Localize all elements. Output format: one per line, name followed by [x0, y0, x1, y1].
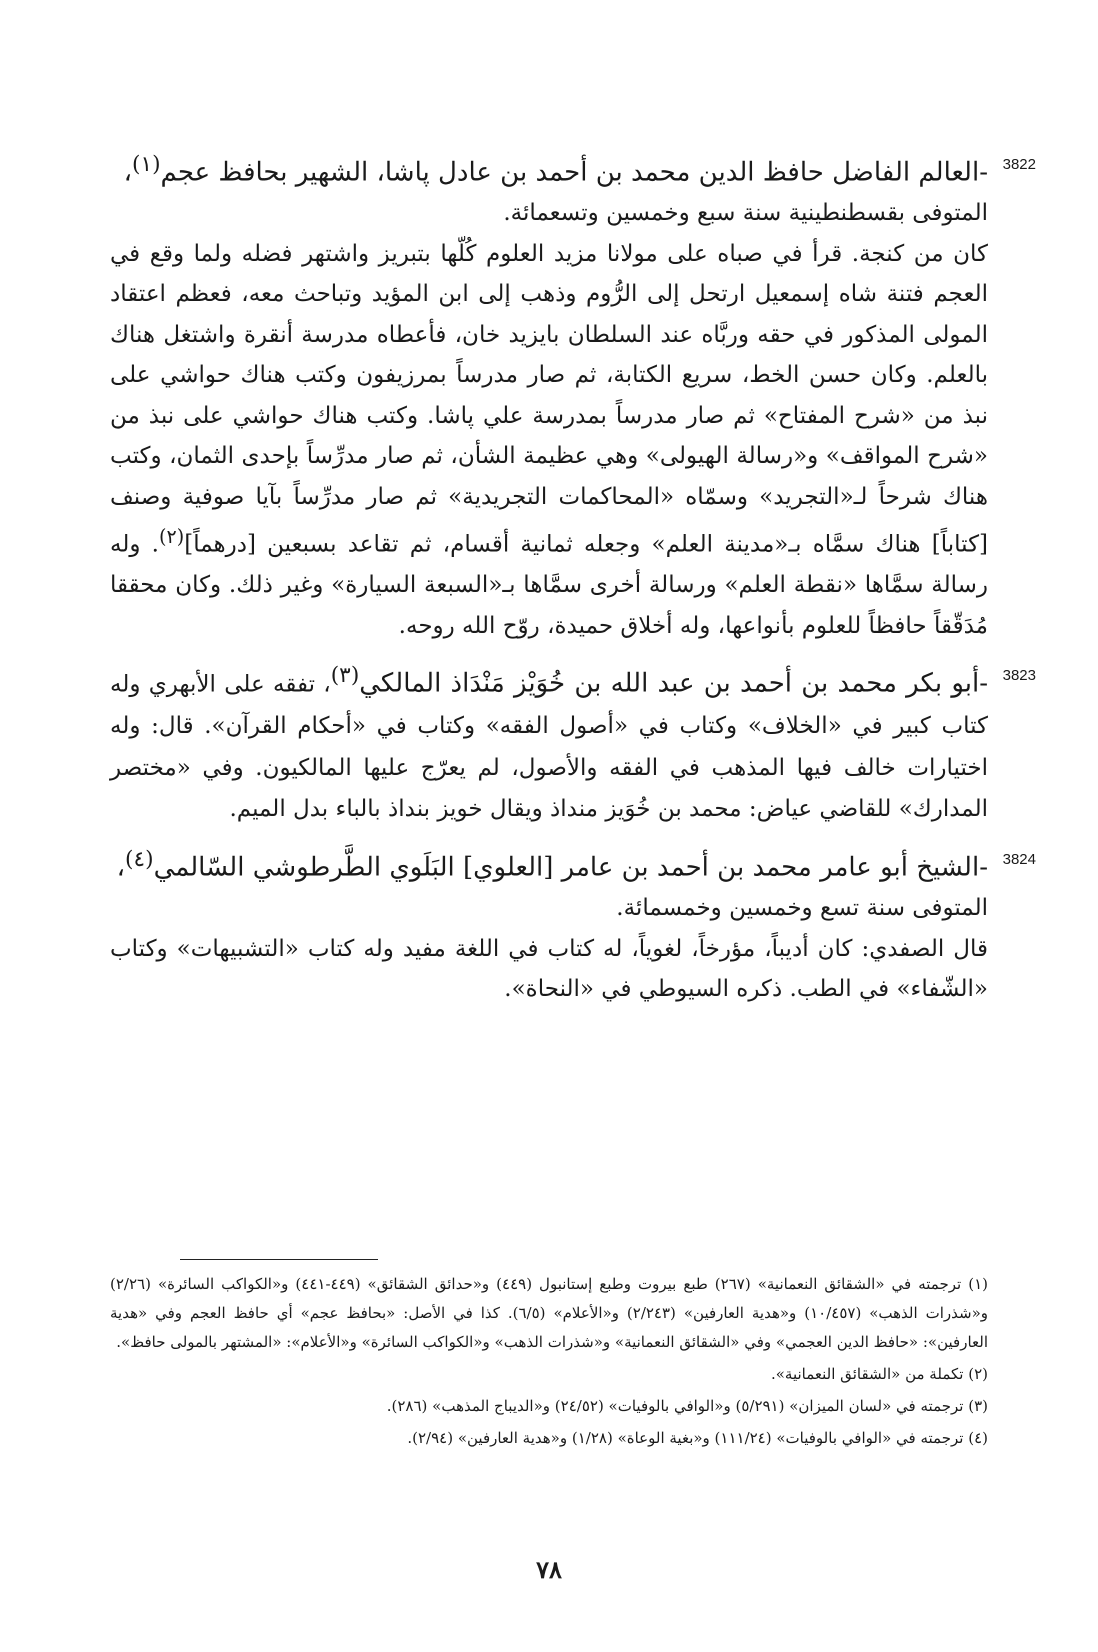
footnote-4: (٤) ترجمته في «الوافي بالوفيات» (١١١/٢٤) و«بغية الوعاة» (١/٢٨) و«هدية العارفين» (٢/٩٤). [407, 1429, 988, 1447]
entry-title: -العالم الفاضل حافظ الدين محمد بن أحمد بن عادل پاشا، الشهير بحافظ عجم [160, 157, 988, 188]
entry-body: قال الصفدي: كان أديباً، مؤرخاً، لغوياً، له كتاب في اللغة مفيد وله كتاب «التشبيهات» وكتاب «الشّفاء» في الطب. ذكره السيوطي في «النحاة». [110, 935, 988, 1003]
entry-body [110, 234, 988, 647]
entry-death-line: المتوفى بقسطنطينية سنة سبع وخمسين وتسعمائة. [503, 200, 988, 227]
footnote-divider [180, 1259, 378, 1260]
footnotes [110, 1270, 988, 1456]
footnote-ref[interactable]: (٤) [125, 846, 154, 872]
entry-title: -أبو بكر محمد بن أحمد بن عبد الله بن خُوَيْز مَنْدَاذ المالكي [359, 668, 988, 699]
main-text [110, 145, 1036, 1020]
entry-body-tail: . وله رسالة سمَّاها «نقطة العلم» ورسالة أخرى سمَّاها بـ«السبعة السيارة» وغير ذلك. وكان محققا مُدَقّقاً حافظاً للعلوم بأنواعها، وله أخلاق حميدة، روّح الله روحه. [110, 531, 988, 639]
footnote-2: (٢) تكملة من «الشقائق النعمانية». [770, 1365, 988, 1383]
footnote-1: (١) ترجمته في «الشقائق النعمانية» (٢٦٧) طبع بيروت وطبع إستانبول (٤٤٩) و«حدائق الشقائق» (٤٤٩-٤٤١) و«الكواكب السائرة» (٢/٢٦) و«شذرات الذهب» (١٠/٤٥٧) و«هدية العارفين» (٢/٢٤٣) و«الأعلام» (٦/٥). كذا في الأصل: «بحافظ عجم» أي حافظ العجم وفي «هدية العارفين»: «حافظ الدين العجمي» وفي «الشقائق النعمانية» و«شذرات الذهب» و«الكواكب السائرة» و«الأعلام»: «المشتهر بالمولى حافظ». [110, 1275, 988, 1351]
entry-heading [110, 840, 1036, 888]
page-number: ٧٨ [536, 1555, 562, 1584]
entry-3822 [110, 145, 1036, 646]
footnote-ref[interactable]: (١) [131, 152, 161, 177]
entry-death-line: المتوفى سنة تسع وخمسين وخمسمائة. [616, 895, 988, 922]
entry-title-tail: ، [116, 852, 126, 883]
entry-number: 3822 [1002, 156, 1036, 173]
entry-body-text: كان من كنجة. قرأ في صباه على مولانا مزيد العلوم كُلّها بتبريز واشتهر فضله ولما وقع في العجم فتنة شاه إسمعيل ارتحل إلى الرُّوم وذهب إلى ابن المؤيد وتباحث معه، فعظم اعتقاد المولى المذكور في حقه وربَّاه عند السلطان بايزيد خان، فأعطاه مدرسة أنقرة واشتغل هناك بالعلم. وكان حسن الخط، سريع الكتابة، ثم صار مدرساً بمرزيفون وكتب هناك حواشي على نبذ من «شرح المفتاح» ثم صار مدرساً بمدرسة علي پاشا. وكتب هناك حواشي على نبذ من «شرح المواقف» و«رسالة الهيولى» وهي عظيمة الشأن، ثم صار مدرِّساً بإحدى الثمان، وكتب هناك شرحاً لـ«التجريد» وسمّاه «المحاكمات التجريدية» ثم صار مدرِّساً بآيا صوفية وصنف [كتاباً] هناك سمَّاه بـ«مدينة العلم» وجعله ثمانية أقسام، ثم تقاعد بسبعين [درهماً] [110, 240, 988, 558]
entry-heading [110, 656, 1036, 830]
entry-heading [110, 145, 1036, 193]
entry-title: -الشيخ أبو عامر محمد بن أحمد بن عامر [العلوي] البَلَوي الطَّرطوشي السّالمي [153, 852, 988, 883]
entry-number: 3824 [1002, 850, 1036, 868]
footnote-3: (٣) ترجمته في «لسان الميزان» (٥/٢٩١) و«الوافي بالوفيات» (٢٤/٥٢) و«الديباج المذهب» (٢٨٦). [386, 1397, 988, 1415]
footnote-ref[interactable]: (٣) [330, 663, 360, 689]
entry-3824 [110, 840, 1036, 1010]
entry-body-text: ، تفقه على الأبهري وله كتاب كبير في «الخلاف» وكتاب في «أصول الفقه» وكتاب في «أحكام القرآن». قال: وله اختيارات خالف فيها المذهب في الفقه والأصول، لم يعرّج عليها المالكيون. وفي «مختصر المدارك» للقاضي عياض: محمد بن خُوَيز منداذ ويقال خويز بنداذ بالباء بدل الميم. [110, 671, 988, 823]
entry-3823 [110, 656, 1036, 830]
entry-number: 3823 [1002, 667, 1036, 685]
footnote-ref[interactable]: (٢) [158, 525, 185, 549]
entry-title-tail: ، [123, 157, 132, 188]
